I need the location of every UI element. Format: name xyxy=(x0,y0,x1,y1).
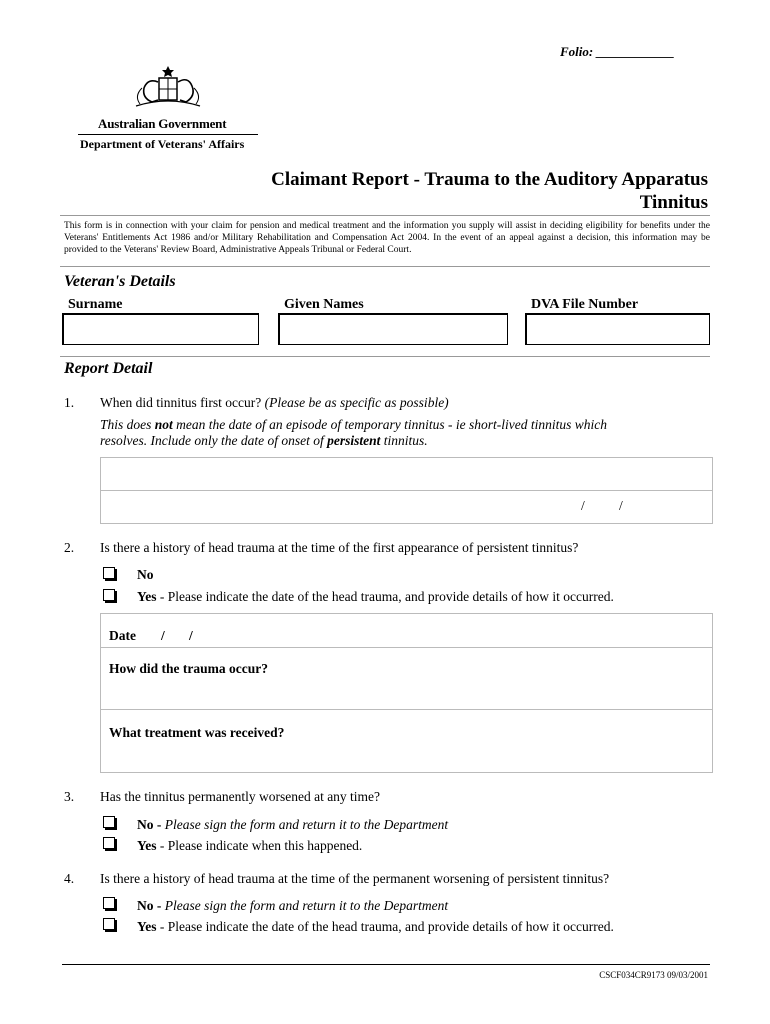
q1-answer-box[interactable] xyxy=(100,457,713,524)
q4-number: 4. xyxy=(64,871,75,886)
q1-note xyxy=(100,417,710,449)
q3-text: Has the tinnitus permanently worsened at any time? xyxy=(100,789,381,804)
q4-no-label xyxy=(137,898,448,914)
given-names-input[interactable] xyxy=(278,313,508,345)
header-divider xyxy=(78,134,258,135)
q2-date-label: Date xyxy=(109,628,136,643)
coat-of-arms-logo xyxy=(126,62,210,112)
q2-yes-label xyxy=(137,589,614,605)
footer-rule xyxy=(62,964,710,965)
q3-yes-text: - Please indicate when this happened. xyxy=(156,838,363,853)
dva-file-number-label: DVA File Number xyxy=(531,297,639,312)
q1-answer-divider xyxy=(101,490,712,491)
intro-text: This form is in connection with your claim for pension and medical treatment and the information you supply will assist in deciding eligibility for benefits under the Veterans' Entitlements Act 1986 and/or Military Rehabilitation and Compensation Act 2004. In the event of an appeal against a decision, this information may be provided to the Veterans' Review Board, Administrative Appeals Tribunal or Federal Court. xyxy=(64,221,710,255)
q3-number: 3. xyxy=(64,789,75,804)
q2-no-checkbox[interactable] xyxy=(103,567,115,579)
q3-no-label xyxy=(137,817,448,833)
government-name: Australian Government xyxy=(98,116,227,131)
q1-date-separator: / xyxy=(619,498,623,513)
q4-yes-checkbox[interactable] xyxy=(103,918,115,930)
q1-note-emphasis: not xyxy=(154,417,173,432)
q4-yes-text: - Please indicate the date of the head trauma, and provide details of how it occurred. xyxy=(156,919,614,934)
q3-no-keyword: No - xyxy=(137,817,162,832)
q4-no-keyword: No - xyxy=(137,898,162,913)
q2-date-divider xyxy=(101,647,712,648)
dva-file-number-input[interactable] xyxy=(525,313,710,345)
q2-date-separator: / xyxy=(189,628,193,643)
q3-yes-label xyxy=(137,838,362,854)
q1-date-separator: / xyxy=(581,498,585,513)
details-rule xyxy=(60,356,710,357)
q4-text: Is there a history of head trauma at the time of the permanent worsening of persistent tinnitus? xyxy=(100,871,610,886)
q2-how-divider xyxy=(101,709,712,710)
q3-no-checkbox[interactable] xyxy=(103,816,115,828)
q1-hint: (Please be as specific as possible) xyxy=(264,395,449,410)
q1-note-emphasis: persistent xyxy=(327,433,381,448)
surname-label: Surname xyxy=(68,297,123,312)
q2-date-separator: / xyxy=(161,628,165,643)
q4-yes-keyword: Yes xyxy=(137,919,157,934)
form-code: CSCF034CR9173 09/03/2001 xyxy=(599,970,708,980)
q2-yes-keyword: Yes xyxy=(137,589,157,604)
form-title xyxy=(148,168,708,214)
q1-text xyxy=(100,395,449,411)
given-names-label: Given Names xyxy=(284,297,364,312)
q3-yes-checkbox[interactable] xyxy=(103,837,115,849)
q4-no-text: Please sign the form and return it to the Department xyxy=(161,898,449,913)
veteran-details-heading: Veteran's Details xyxy=(64,273,176,290)
form-title-line2: Tinnitus xyxy=(639,192,708,213)
q1-note-part: This does xyxy=(100,417,155,432)
intro-rule xyxy=(60,266,710,267)
q1-question: When did tinnitus first occur? xyxy=(100,395,265,410)
q2-number: 2. xyxy=(64,540,75,555)
form-title-line1: Claimant Report - Trauma to the Auditory Apparatus xyxy=(271,169,708,190)
department-name: Department of Veterans' Affairs xyxy=(80,137,245,151)
q2-yes-checkbox[interactable] xyxy=(103,589,115,601)
q2-how-label: How did the trauma occur? xyxy=(109,661,268,676)
q2-text: Is there a history of head trauma at the time of the first appearance of persistent tinnitus? xyxy=(100,540,579,555)
surname-input[interactable] xyxy=(62,313,259,345)
q1-note-part: tinnitus. xyxy=(380,433,428,448)
q4-no-checkbox[interactable] xyxy=(103,897,115,909)
q2-treatment-label: What treatment was received? xyxy=(109,725,285,740)
q1-note-part: resolves. Include only the date of onset of xyxy=(100,433,328,448)
q3-no-text: Please sign the form and return it to the Department xyxy=(161,817,449,832)
q4-yes-label xyxy=(137,919,614,935)
folio-label: Folio: ____________ xyxy=(560,44,675,59)
q2-no-label: No xyxy=(137,567,154,582)
q3-yes-keyword: Yes xyxy=(137,838,157,853)
q2-yes-text: - Please indicate the date of the head trauma, and provide details of how it occurred. xyxy=(156,589,614,604)
q2-answer-box[interactable] xyxy=(100,613,713,773)
q1-number: 1. xyxy=(64,395,75,410)
report-detail-heading: Report Detail xyxy=(64,360,153,377)
title-rule xyxy=(60,215,710,216)
q1-note-part: mean the date of an episode of temporary tinnitus - ie short-lived tinnitus which xyxy=(172,417,607,432)
